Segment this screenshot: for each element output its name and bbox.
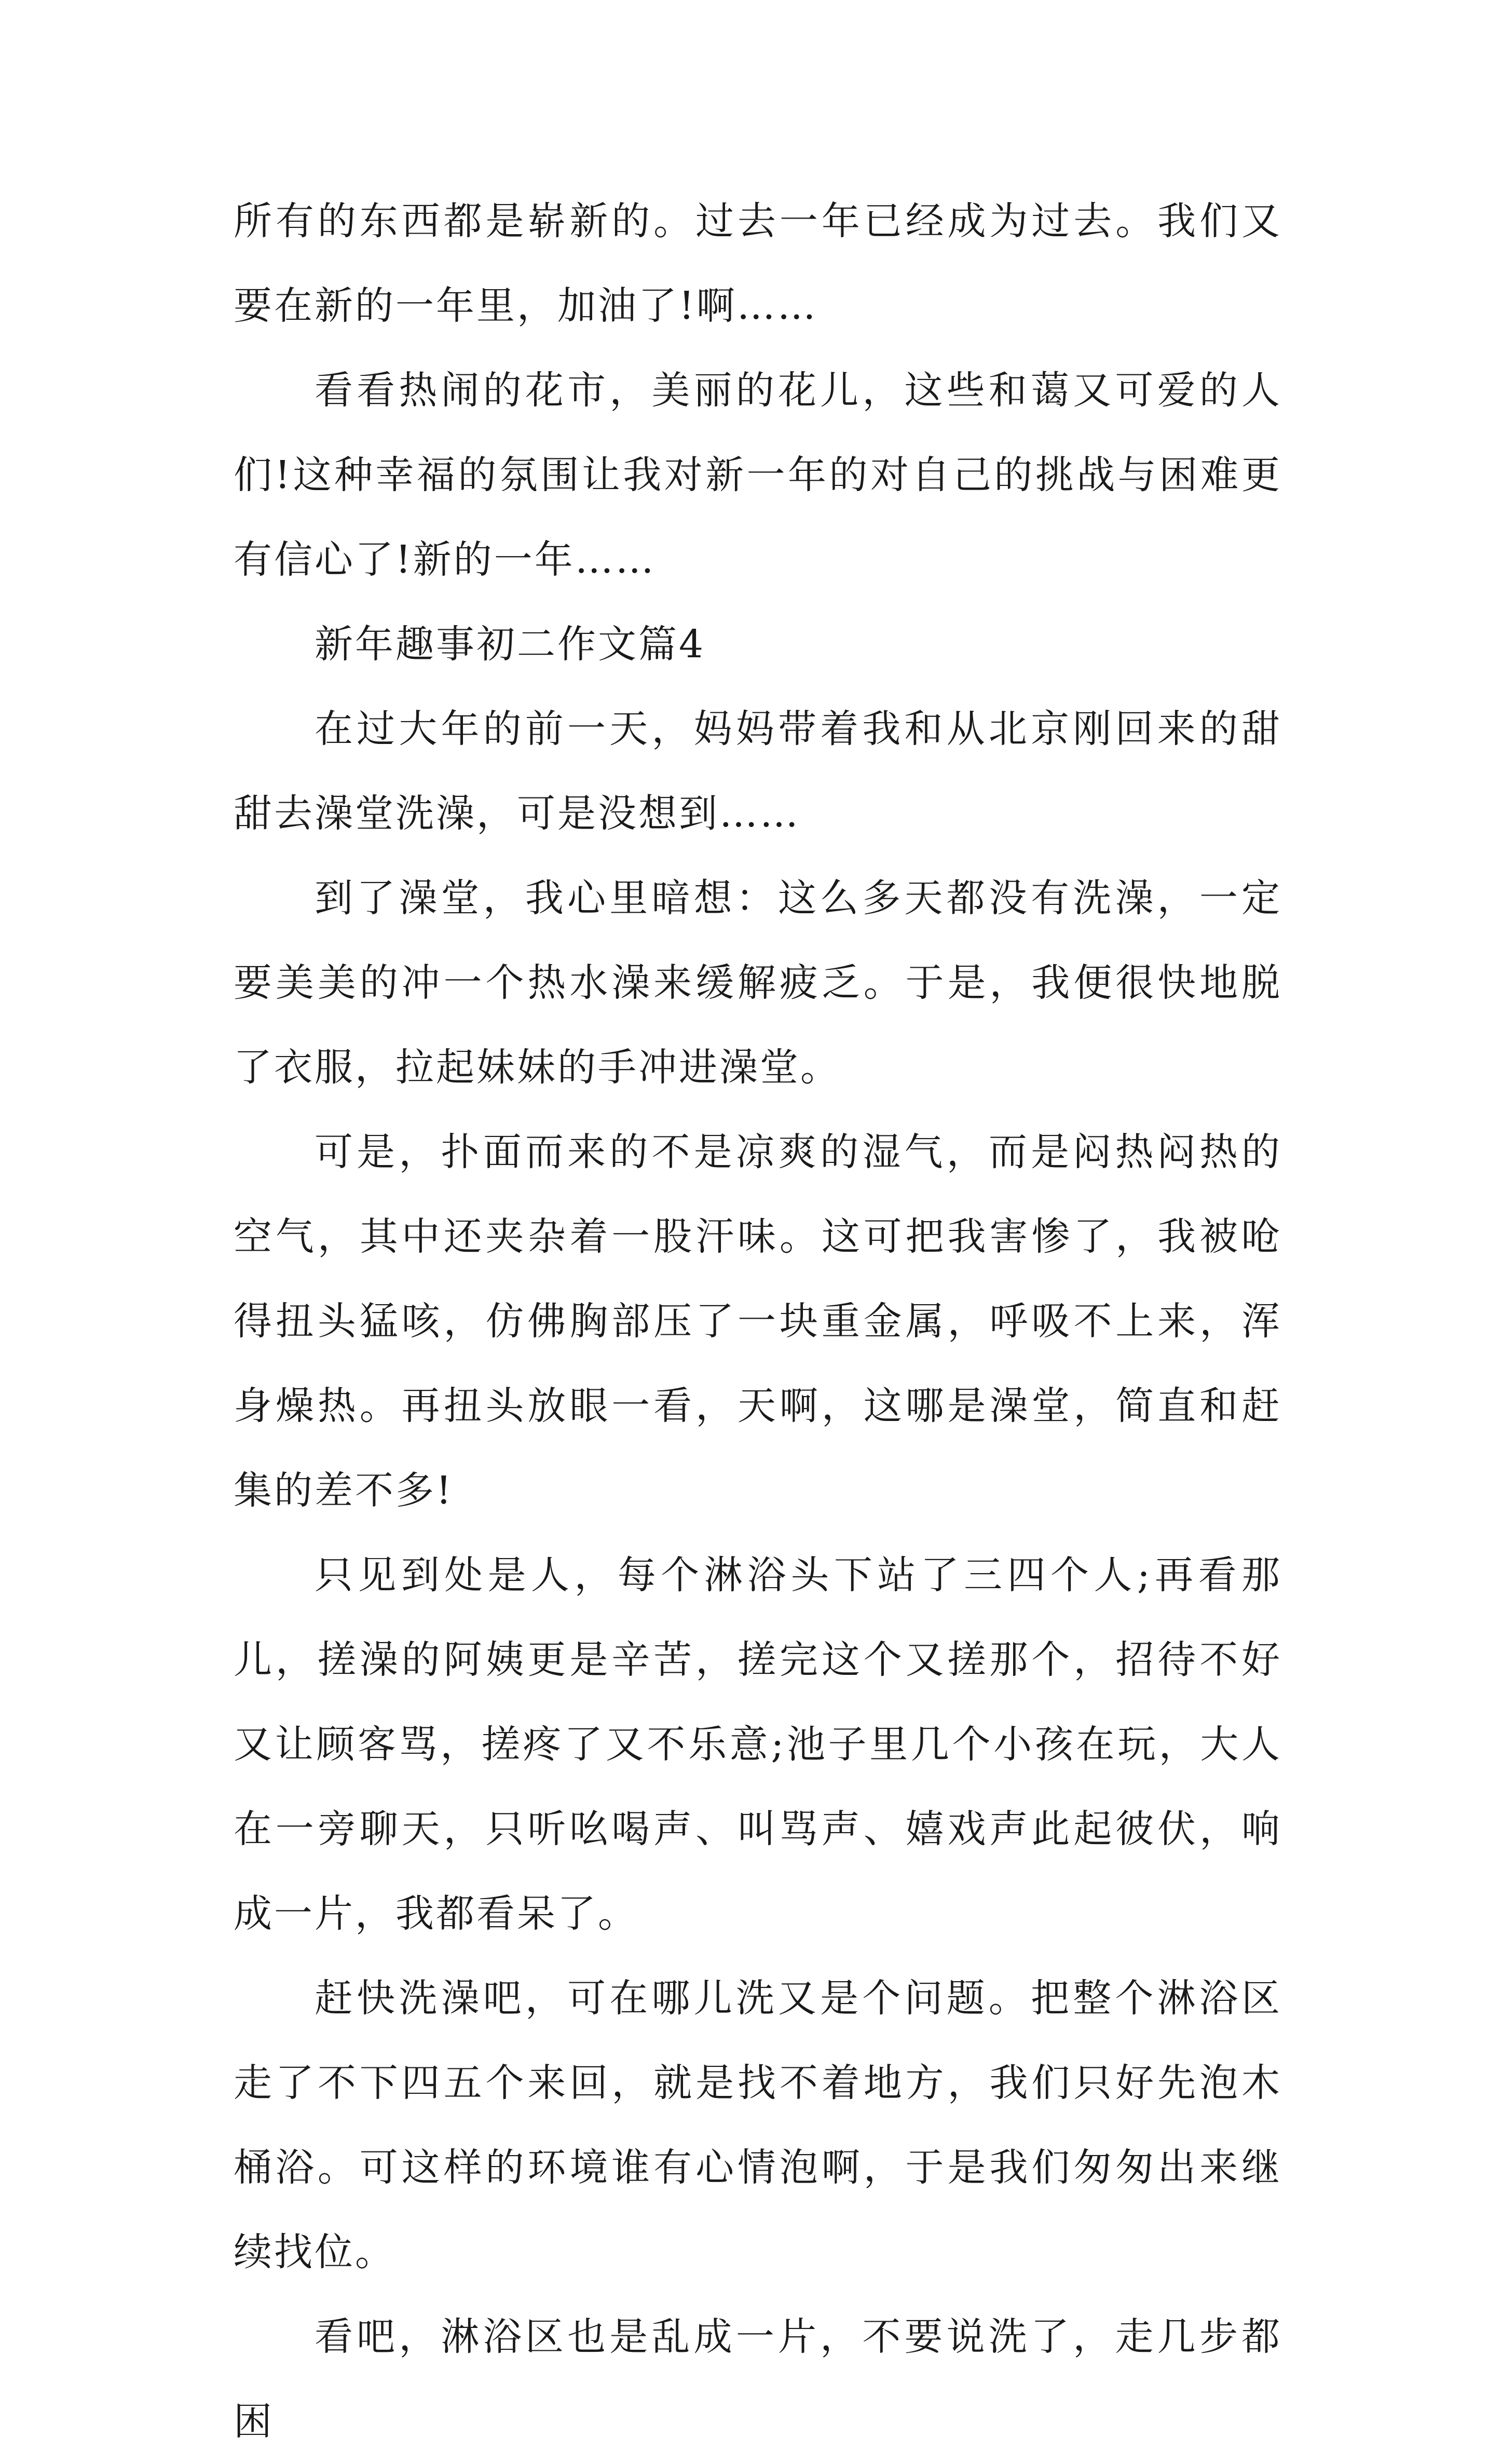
paragraph: 赶快洗澡吧，可在哪儿洗又是个问题。把整个淋浴区走了不下四五个来回，就是找不着地方，我们只好先泡木桶浴。可这样的环境谁有心情泡啊，于是我们匆匆出来继续找位。 [234,1976,1282,2275]
paragraph: 看看热闹的花市，美丽的花儿，这些和蔼又可爱的人们!这种幸福的氛围让我对新一年的对自己的挑战与困难更有信心了!新的一年…… [234,368,1282,582]
paragraph: 看吧，淋浴区也是乱成一片，不要说洗了，走几步都困 [234,2314,1282,2444]
paragraph: 到了澡堂，我心里暗想：这么多天都没有洗澡，一定要美美的冲一个热水澡来缓解疲乏。于是，我便很快地脱了衣服，拉起妹妹的手冲进澡堂。 [234,876,1282,1090]
paragraph: 在过大年的前一天，妈妈带着我和从北京刚回来的甜甜去澡堂洗澡，可是没想到…… [234,707,1282,836]
paragraph: 只见到处是人，每个淋浴头下站了三四个人;再看那儿，搓澡的阿姨更是辛苦，搓完这个又搓那个，招待不好又让顾客骂，搓疼了又不乐意;池子里几个小孩在玩，大人在一旁聊天，只听吆喝声、叫骂声、嬉戏声此起彼伏，响成一片，我都看呆了。 [234,1553,1282,1936]
paragraph: 可是，扑面而来的不是凉爽的湿气，而是闷热闷热的空气，其中还夹杂着一股汗味。这可把我害惨了，我被呛得扭头猛咳，仿佛胸部压了一块重金属，呼吸不上来，浑身燥热。再扭头放眼一看，天啊，这哪是澡堂，简直和赶集的差不多! [234,1130,1282,1513]
paragraph-continued: 所有的东西都是崭新的。过去一年已经成为过去。我们又要在新的一年里，加油了!啊…… [234,199,1282,328]
section-heading: 新年趣事初二作文篇4 [315,622,706,667]
document-body [234,179,1282,2464]
